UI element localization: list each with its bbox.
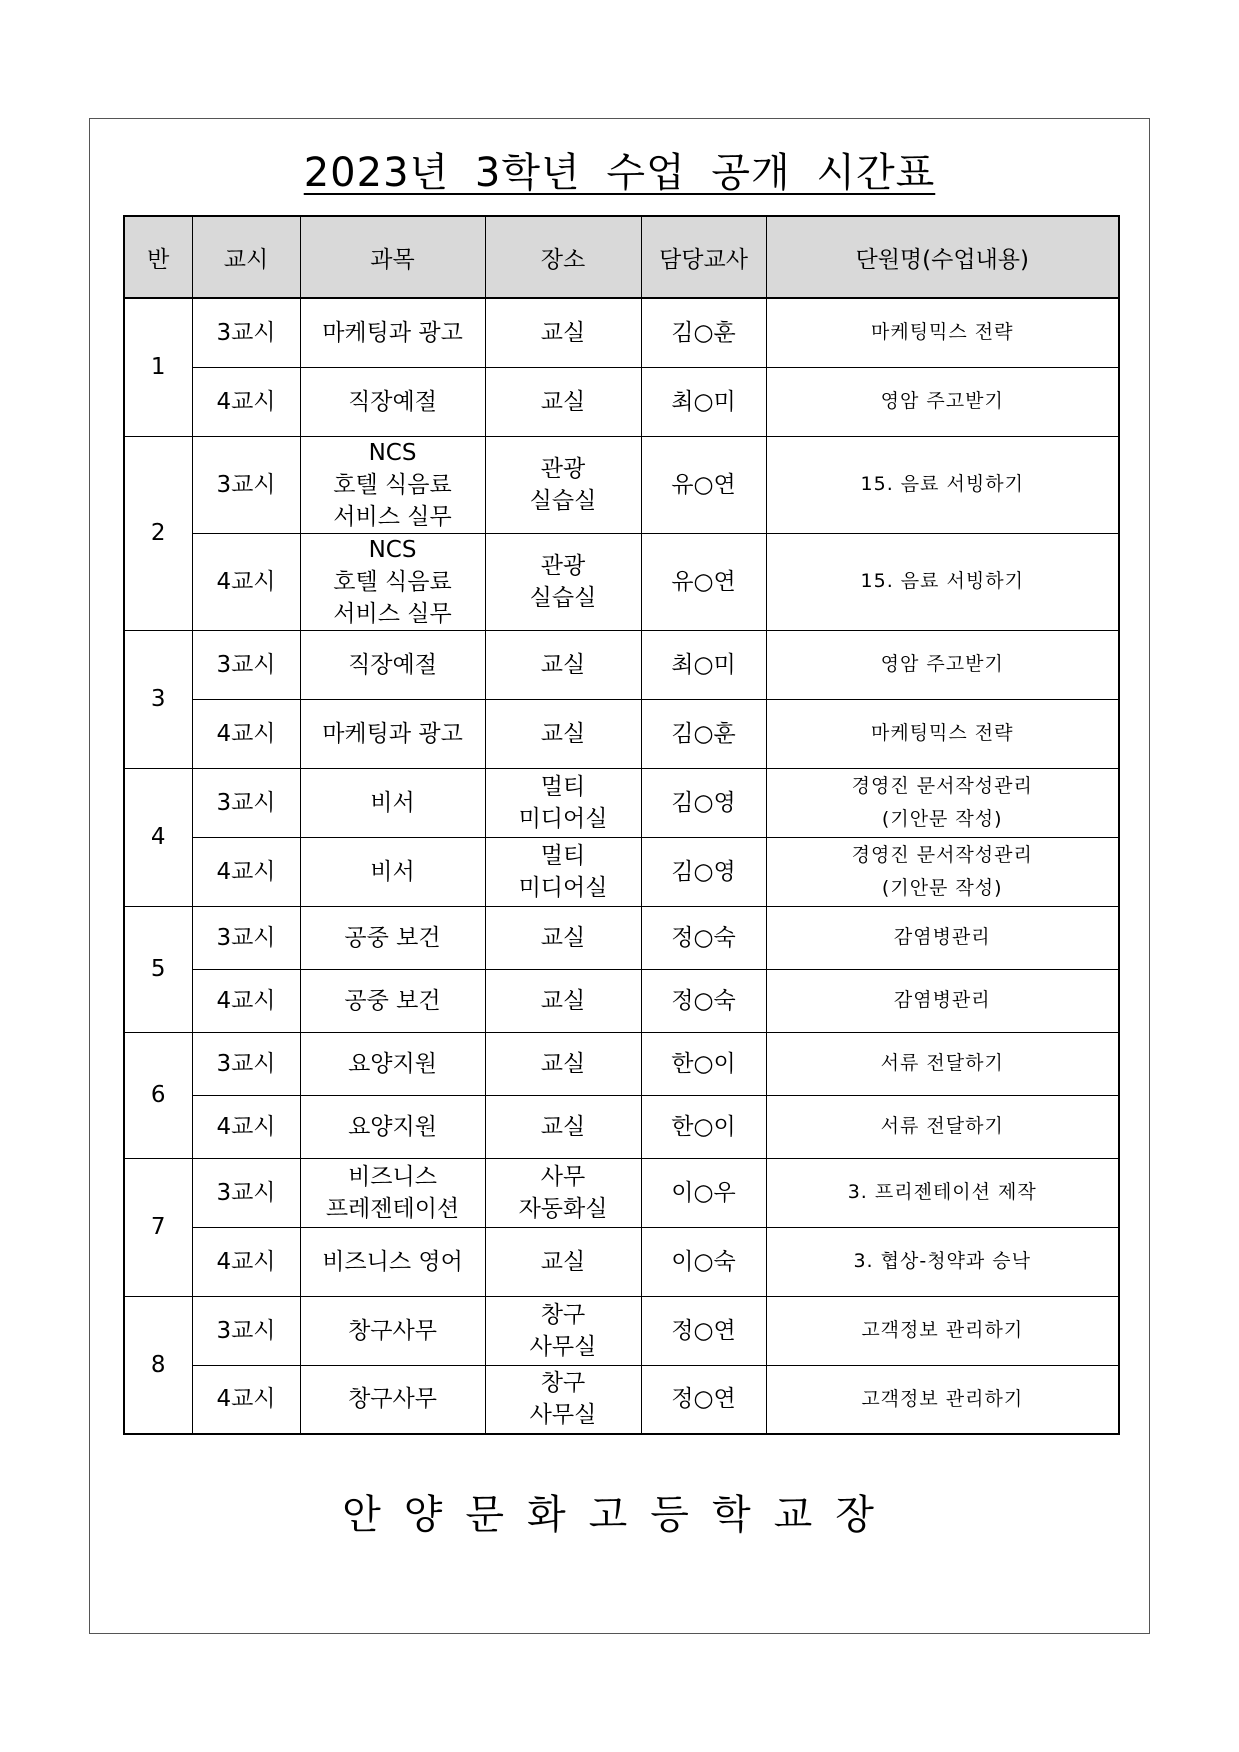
unit-cell: 경영진 문서작성관리 (기안문 작성) (766, 837, 1119, 906)
subject-cell: 요양지원 (300, 1032, 485, 1095)
period-cell: 3교시 (192, 630, 300, 699)
unit-cell: 영암 주고받기 (766, 367, 1119, 436)
teacher-cell: 김○훈 (641, 699, 766, 768)
period-cell: 4교시 (192, 1227, 300, 1296)
teacher-cell: 정○연 (641, 1296, 766, 1365)
class-number: 8 (124, 1296, 192, 1434)
unit-cell: 고객정보 관리하기 (766, 1365, 1119, 1434)
class-number: 1 (124, 298, 192, 436)
place-cell: 관광 실습실 (485, 436, 641, 533)
table-row (124, 1227, 1119, 1296)
subject-cell: 요양지원 (300, 1095, 485, 1158)
unit-cell: 감염병관리 (766, 969, 1119, 1032)
place-cell: 교실 (485, 1095, 641, 1158)
period-cell: 4교시 (192, 1095, 300, 1158)
timetable (123, 215, 1120, 1435)
subject-cell: 창구사무 (300, 1296, 485, 1365)
teacher-cell: 최○미 (641, 367, 766, 436)
table-row (124, 1296, 1119, 1365)
unit-cell: 15. 음료 서빙하기 (766, 533, 1119, 630)
place-cell: 교실 (485, 1227, 641, 1296)
subject-cell: 직장예절 (300, 630, 485, 699)
subject-cell: NCS 호텔 식음료 서비스 실무 (300, 436, 485, 533)
subject-cell: 마케팅과 광고 (300, 699, 485, 768)
table-row (124, 298, 1119, 367)
timetable-body (124, 298, 1119, 1434)
place-cell: 창구 사무실 (485, 1365, 641, 1434)
teacher-cell: 이○우 (641, 1158, 766, 1227)
place-cell: 교실 (485, 298, 641, 367)
unit-cell: 마케팅믹스 전략 (766, 298, 1119, 367)
place-cell: 교실 (485, 906, 641, 969)
subject-cell: 비서 (300, 837, 485, 906)
subject-cell: NCS 호텔 식음료 서비스 실무 (300, 533, 485, 630)
period-cell: 3교시 (192, 906, 300, 969)
header-place: 장소 (485, 216, 641, 298)
period-cell: 3교시 (192, 1296, 300, 1365)
teacher-cell: 한○이 (641, 1032, 766, 1095)
unit-cell: 15. 음료 서빙하기 (766, 436, 1119, 533)
unit-cell: 3. 협상-청약과 승낙 (766, 1227, 1119, 1296)
teacher-cell: 김○영 (641, 837, 766, 906)
class-number: 6 (124, 1032, 192, 1158)
unit-cell: 영암 주고받기 (766, 630, 1119, 699)
subject-cell: 비서 (300, 768, 485, 837)
place-cell: 교실 (485, 367, 641, 436)
header-period: 교시 (192, 216, 300, 298)
table-row (124, 1095, 1119, 1158)
period-cell: 4교시 (192, 533, 300, 630)
table-row (124, 699, 1119, 768)
place-cell: 멀티 미디어실 (485, 837, 641, 906)
unit-cell: 고객정보 관리하기 (766, 1296, 1119, 1365)
period-cell: 3교시 (192, 298, 300, 367)
place-cell: 사무 자동화실 (485, 1158, 641, 1227)
table-row (124, 837, 1119, 906)
teacher-cell: 최○미 (641, 630, 766, 699)
subject-cell: 마케팅과 광고 (300, 298, 485, 367)
table-row (124, 768, 1119, 837)
table-row (124, 436, 1119, 533)
table-row (124, 1365, 1119, 1434)
header-unit: 단원명(수업내용) (766, 216, 1119, 298)
subject-cell: 창구사무 (300, 1365, 485, 1434)
place-cell: 멀티 미디어실 (485, 768, 641, 837)
school-principal: 안양문화고등학교장 (342, 1492, 897, 1538)
teacher-cell: 유○연 (641, 436, 766, 533)
table-row (124, 969, 1119, 1032)
teacher-cell: 김○훈 (641, 298, 766, 367)
period-cell: 4교시 (192, 837, 300, 906)
subject-cell: 공중 보건 (300, 906, 485, 969)
place-cell: 관광 실습실 (485, 533, 641, 630)
period-cell: 4교시 (192, 969, 300, 1032)
place-cell: 교실 (485, 699, 641, 768)
class-number: 5 (124, 906, 192, 1032)
teacher-cell: 김○영 (641, 768, 766, 837)
period-cell: 3교시 (192, 768, 300, 837)
subject-cell: 공중 보건 (300, 969, 485, 1032)
period-cell: 3교시 (192, 436, 300, 533)
unit-cell: 감염병관리 (766, 906, 1119, 969)
unit-cell: 서류 전달하기 (766, 1032, 1119, 1095)
page-title-text: 2023년 3학년 수업 공개 시간표 (303, 150, 936, 196)
subject-cell: 비즈니스 프레젠테이션 (300, 1158, 485, 1227)
period-cell: 4교시 (192, 1365, 300, 1434)
header-row (124, 216, 1119, 298)
teacher-cell: 정○숙 (641, 906, 766, 969)
subject-cell: 비즈니스 영어 (300, 1227, 485, 1296)
teacher-cell: 유○연 (641, 533, 766, 630)
header-ban: 반 (124, 216, 192, 298)
subject-cell: 직장예절 (300, 367, 485, 436)
class-number: 7 (124, 1158, 192, 1296)
header-teacher: 담당교사 (641, 216, 766, 298)
table-row (124, 367, 1119, 436)
header-subject: 과목 (300, 216, 485, 298)
period-cell: 4교시 (192, 367, 300, 436)
place-cell: 창구 사무실 (485, 1296, 641, 1365)
period-cell: 4교시 (192, 699, 300, 768)
table-row (124, 533, 1119, 630)
class-number: 3 (124, 630, 192, 768)
class-number: 4 (124, 768, 192, 906)
place-cell: 교실 (485, 1032, 641, 1095)
unit-cell: 3. 프리젠테이션 제작 (766, 1158, 1119, 1227)
table-row (124, 1158, 1119, 1227)
class-number: 2 (124, 436, 192, 630)
place-cell: 교실 (485, 969, 641, 1032)
table-row (124, 1032, 1119, 1095)
teacher-cell: 정○연 (641, 1365, 766, 1434)
table-row (124, 630, 1119, 699)
place-cell: 교실 (485, 630, 641, 699)
unit-cell: 경영진 문서작성관리 (기안문 작성) (766, 768, 1119, 837)
period-cell: 3교시 (192, 1158, 300, 1227)
teacher-cell: 정○숙 (641, 969, 766, 1032)
unit-cell: 서류 전달하기 (766, 1095, 1119, 1158)
table-row (124, 906, 1119, 969)
teacher-cell: 이○숙 (641, 1227, 766, 1296)
page-title (0, 148, 1239, 198)
teacher-cell: 한○이 (641, 1095, 766, 1158)
period-cell: 3교시 (192, 1032, 300, 1095)
unit-cell: 마케팅믹스 전략 (766, 699, 1119, 768)
